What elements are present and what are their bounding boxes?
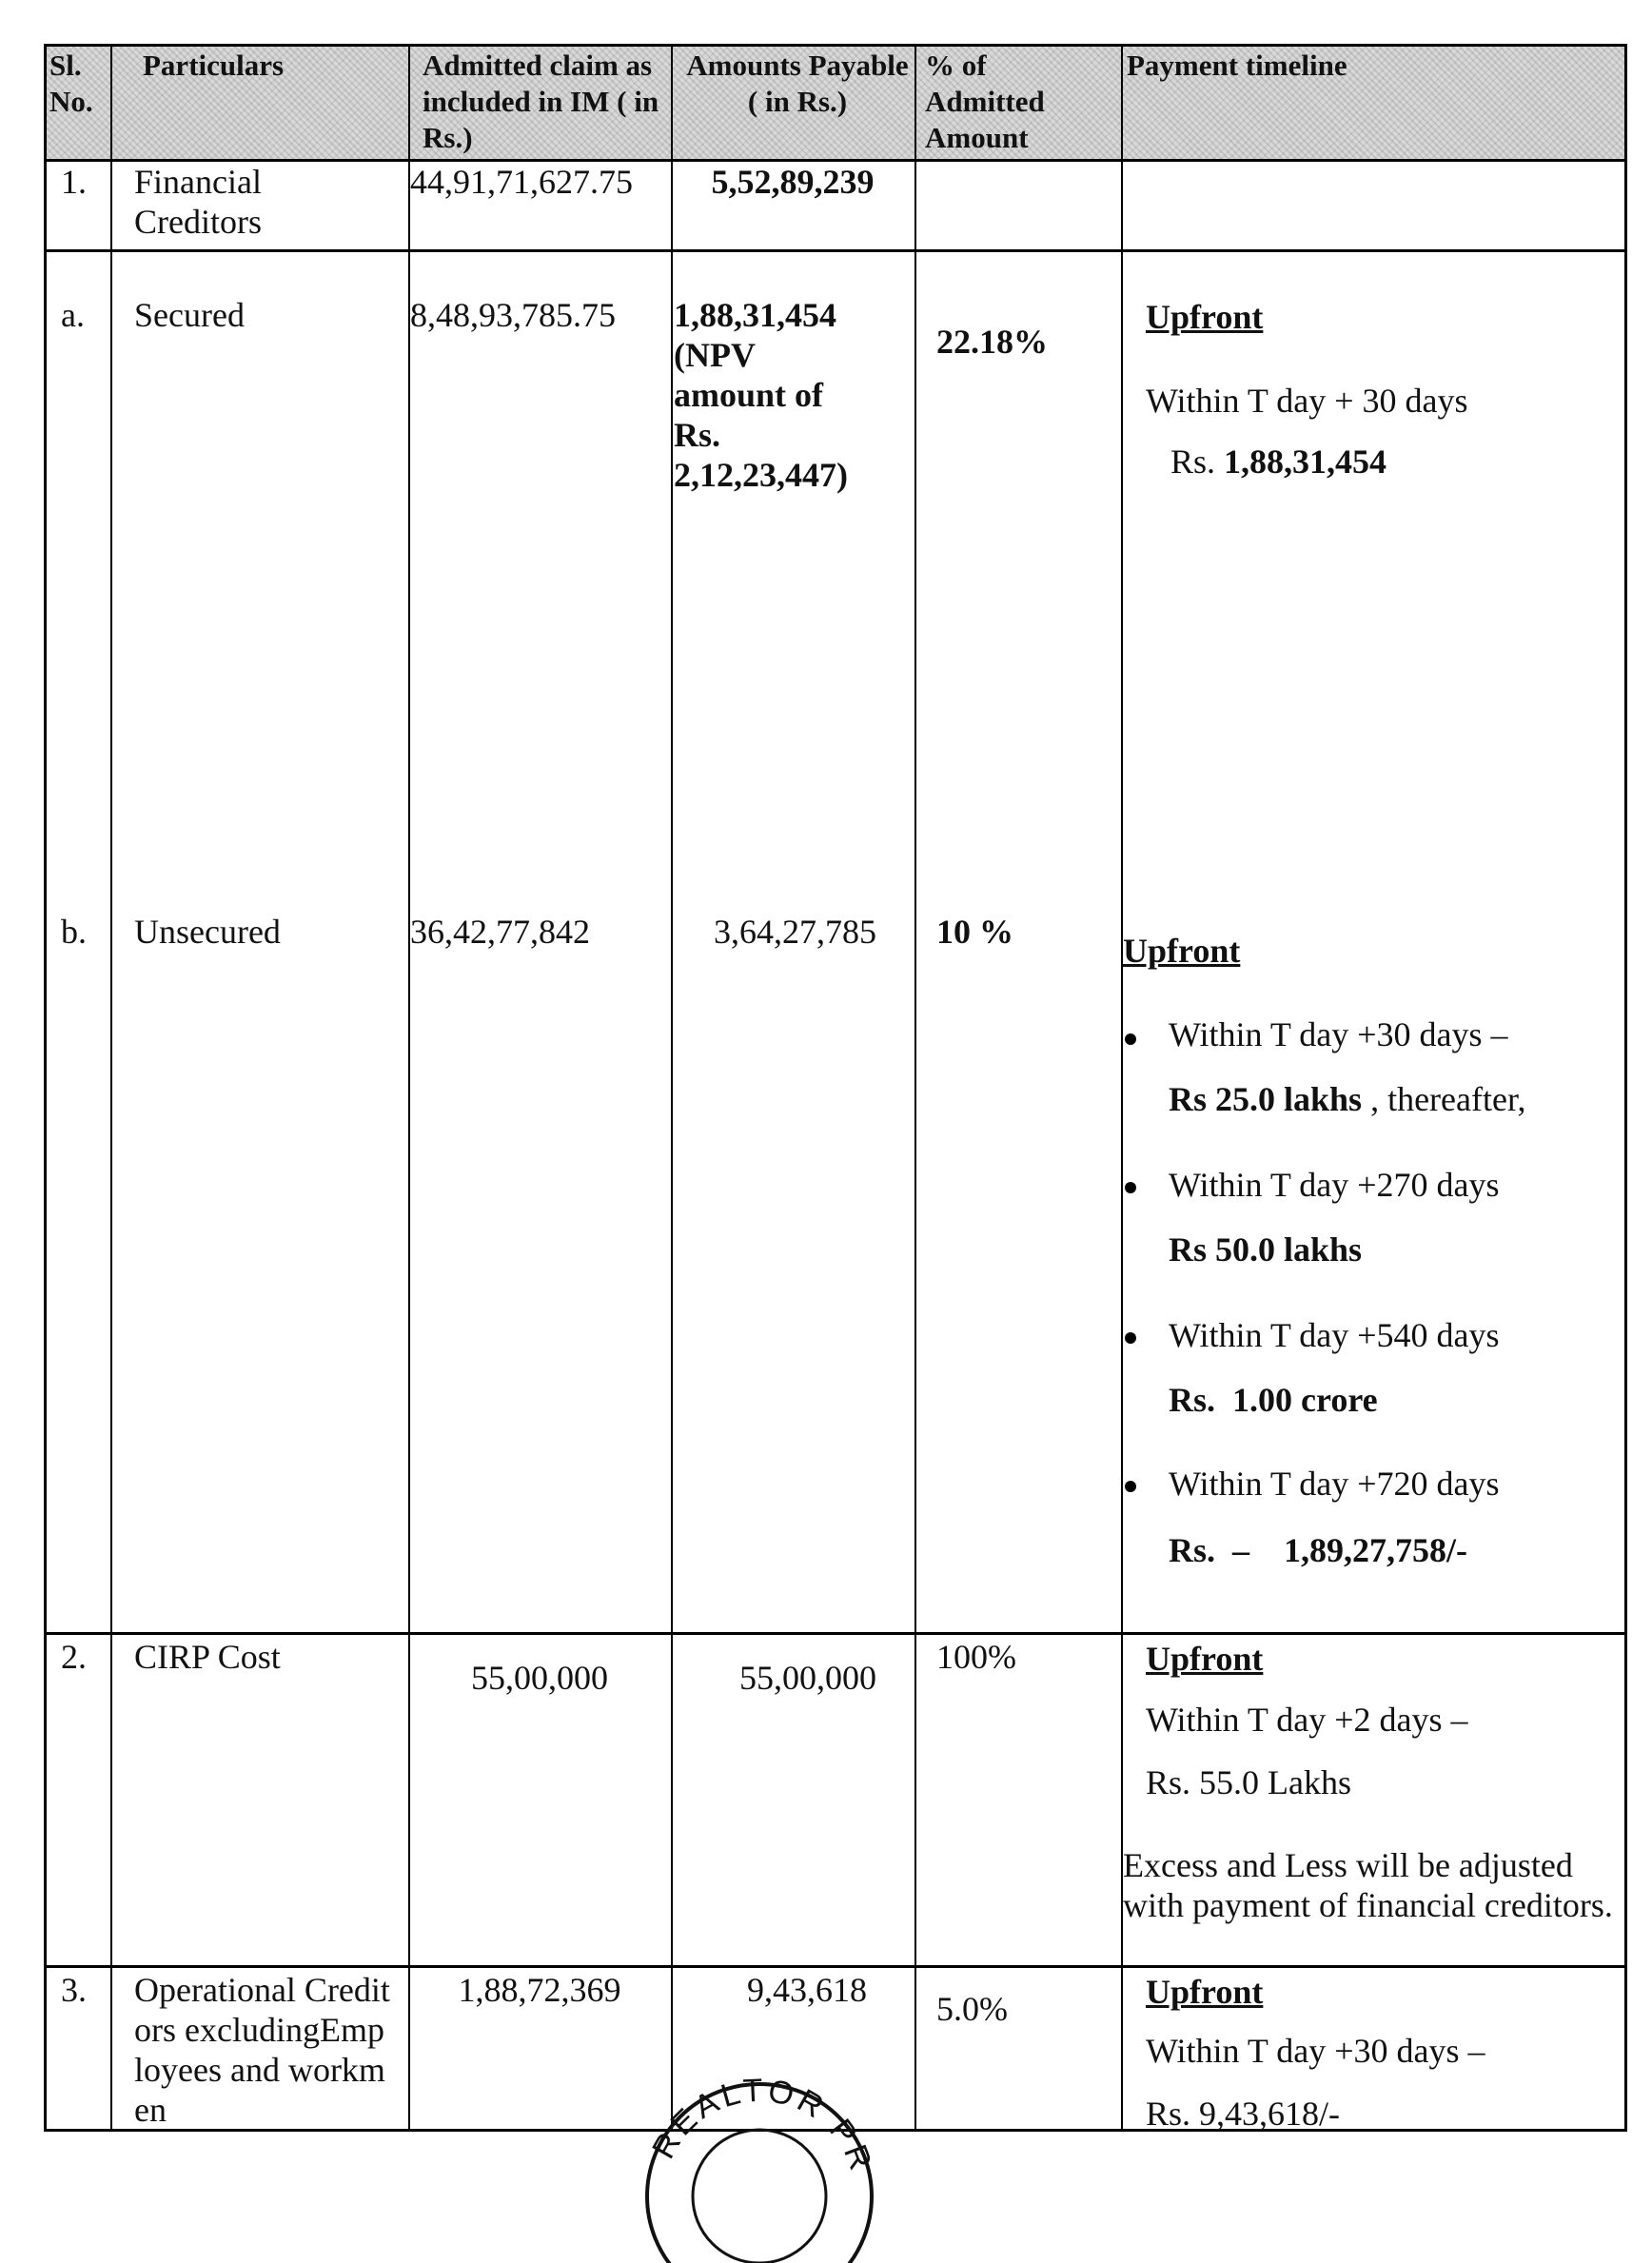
bullet-icon — [1125, 1182, 1136, 1193]
row-admitted-claim: 36,42,77,842 — [410, 913, 590, 951]
timeline-heading: Upfront — [1146, 1640, 1264, 1678]
row-particulars: Operational Creditors excludingEmployees and workmen — [134, 1971, 390, 2129]
timeline-line: Within T day +720 days — [1169, 1465, 1500, 1503]
row-admitted-claim: 55,00,000 — [471, 1659, 608, 1697]
timeline-line — [1170, 442, 1386, 482]
timeline-line: Within T day +540 days — [1169, 1316, 1500, 1354]
row-sl-no: 2. — [61, 1638, 87, 1676]
bullet-icon — [1125, 1481, 1136, 1492]
header-admitted-claim: Admitted claim as included in IM ( in Rs.) — [423, 49, 659, 154]
row-amount-payable: 55,00,000 — [739, 1659, 876, 1697]
bullet-icon — [1125, 1332, 1136, 1344]
row-admitted-claim: 1,88,72,369 — [458, 1971, 621, 2009]
timeline-prefix: Rs. — [1170, 443, 1216, 481]
timeline-line: Within T day +30 days – — [1146, 2032, 1485, 2070]
row-sl-no: 1. — [61, 163, 87, 201]
header-payment-timeline: Payment timeline — [1127, 49, 1347, 82]
table-border — [44, 1965, 1627, 1968]
timeline-line: Within T day +30 days – — [1169, 1015, 1508, 1053]
header-percent-admitted: % of Admitted Amount — [925, 49, 1045, 154]
timeline-amount: Rs 50.0 lakhs — [1169, 1230, 1363, 1269]
timeline-amount: Rs 25.0 lakhs — [1169, 1080, 1363, 1118]
timeline-line: Within T day + 30 days — [1146, 382, 1468, 420]
row-percent: 100% — [936, 1638, 1016, 1676]
table-border — [44, 44, 1627, 47]
header-sl-no: Sl. No. — [49, 49, 93, 118]
timeline-line: Within T day +2 days – — [1146, 1701, 1468, 1739]
timeline-note: Excess and Less will be adjusted with payment of financial creditors. — [1123, 1846, 1613, 1924]
table-border — [671, 44, 673, 2132]
svg-text:REALTOR PR: REALTOR PR — [645, 2073, 880, 2178]
timeline-line: Within T day +270 days — [1169, 1166, 1500, 1204]
company-seal — [636, 2073, 883, 2263]
table-border — [110, 44, 112, 2132]
row-particulars: Financial Creditors — [134, 163, 262, 241]
timeline-amount: Rs. 1.00 crore — [1169, 1381, 1378, 1419]
row-particulars: CIRP Cost — [134, 1638, 281, 1676]
timeline-line: Rs. 55.0 Lakhs — [1146, 1763, 1351, 1801]
row-amount-payable: 5,52,89,239 — [711, 163, 875, 201]
table-border — [1624, 44, 1627, 2132]
row-sl-no: a. — [61, 296, 85, 334]
row-admitted-claim: 44,91,71,627.75 — [410, 163, 633, 201]
row-percent: 5.0% — [936, 1990, 1008, 2028]
table-border — [44, 44, 47, 2132]
table-border — [408, 44, 410, 2132]
timeline-amount: 1,88,31,454 — [1224, 443, 1387, 481]
row-amount-payable: 9,43,618 — [747, 1971, 867, 2009]
bullet-icon — [1125, 1033, 1136, 1045]
table-border — [914, 44, 916, 2132]
row-sl-no: 3. — [61, 1971, 87, 2009]
row-particulars: Secured — [134, 296, 245, 334]
row-amount-payable: 1,88,31,454 (NPV amount of Rs. 2,12,23,447) — [674, 296, 848, 494]
row-admitted-claim: 8,48,93,785.75 — [410, 296, 616, 334]
row-amount-payable: 3,64,27,785 — [714, 913, 876, 951]
row-percent: 22.18% — [936, 323, 1048, 361]
timeline-heading: Upfront — [1146, 1973, 1264, 2011]
table-border — [44, 249, 1627, 252]
row-particulars: Unsecured — [134, 913, 281, 951]
timeline-line: Rs. 9,43,618/- — [1146, 2095, 1341, 2133]
header-amounts-payable: Amounts Payable ( in Rs.) — [686, 49, 909, 118]
timeline-heading: Upfront — [1146, 298, 1264, 336]
row-sl-no: b. — [61, 913, 87, 951]
timeline-suffix: , thereafter, — [1362, 1080, 1526, 1118]
table-border — [44, 1632, 1627, 1635]
timeline-amount: Rs. – 1,89,27,758/- — [1169, 1531, 1467, 1569]
table-border — [1121, 44, 1123, 2132]
header-particulars: Particulars — [143, 49, 285, 82]
row-percent: 10 % — [936, 913, 1013, 951]
timeline-heading: Upfront — [1123, 932, 1241, 970]
timeline-line — [1169, 1079, 1526, 1119]
